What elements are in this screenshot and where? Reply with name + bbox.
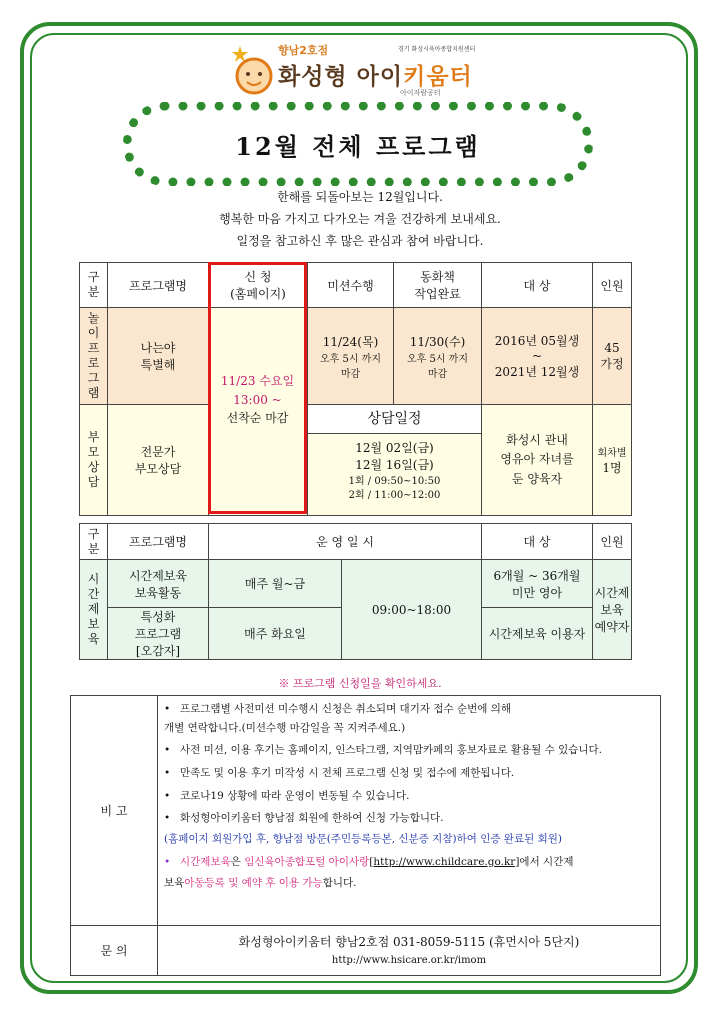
- remarks-table: [70, 695, 661, 976]
- consult-schedule: [308, 405, 482, 516]
- play-count: 45 가정: [593, 308, 632, 405]
- header2-count: 인원: [593, 524, 632, 560]
- childcare-gubun: 시간제보육: [80, 560, 108, 660]
- logo: [230, 40, 510, 102]
- header2-gubun: 구분: [80, 524, 108, 560]
- header-program: 프로그램명: [108, 263, 209, 308]
- childcare-count: 시간제 보육 예약자: [593, 560, 632, 660]
- intro-line-1: 한해를 되돌아보는 12월입니다.: [277, 190, 443, 204]
- childcare-program-2: 특성화 프로그램 [오감자]: [108, 608, 209, 660]
- childcare-time: 09:00~18:00: [342, 560, 482, 660]
- remark-2: • 사전 미션, 이용 후기는 홈페이지, 인스타그램, 지역맘카페의 홍보자료로 활용될 수 있습니다.: [164, 744, 603, 757]
- intro-line-2: 행복한 마음 가지고 다가오는 겨울 건강하게 보내세요.: [219, 212, 501, 226]
- logo-sub: 아이자람공터: [400, 89, 441, 97]
- header2-program: 프로그램명: [108, 524, 209, 560]
- remark-5-cont: (홈페이지 회원가입 후, 향남점 방문(주민등록등본, 신분증 지참)하여 인증 완료된 회원): [164, 833, 562, 846]
- header-count: 인원: [593, 263, 632, 308]
- header-gubun: 구분: [80, 263, 108, 308]
- apply-time: 13:00 ~: [233, 392, 282, 407]
- header-mission: 미션수행: [308, 263, 394, 308]
- child-face-icon: [230, 44, 276, 96]
- apply-date: 11/23 수요일: [220, 374, 295, 388]
- remark-4: • 코로나19 상황에 따라 운영이 변동될 수 있습니다.: [164, 789, 410, 802]
- remark-1-cont: 개별 연락합니다.(미션수행 마감일을 꼭 지켜주세요.): [164, 721, 406, 734]
- childcare-days-1: 매주 월~금: [209, 560, 342, 608]
- header-apply: 신 청 (홈페이지): [209, 263, 308, 308]
- childcare-table: [79, 523, 632, 660]
- title-box: [123, 102, 593, 186]
- parent-count: 회차별 1명: [593, 405, 632, 516]
- apply-note: 선착순 마감: [226, 411, 289, 426]
- childcare-target-1: 6개월 ~ 36개월 미만 영아: [482, 560, 593, 608]
- childcare-days-2: 매주 화요일: [209, 608, 342, 660]
- parent-target: 화성시 관내 영유아 자녀를 둔 양육자: [482, 405, 593, 516]
- page-title: 12월 전체 프로그램: [235, 131, 481, 161]
- contact-url[interactable]: http://www.hsicare.or.kr/imom: [331, 955, 487, 967]
- contact-label: 문 의: [71, 926, 158, 976]
- row-play-program: 나는야 특별해: [108, 308, 209, 405]
- program-table: [79, 262, 632, 516]
- childcare-target-2: 시간제보육 이용자: [482, 608, 593, 660]
- header-target: 대 상: [482, 263, 593, 308]
- remark-5: • 화성형아이키움터 향남점 회원에 한하여 신청 가능합니다.: [164, 812, 444, 825]
- play-target: 2016년 05월생 ~ 2021년 12월생: [482, 308, 593, 405]
- row-parent-program: 전문가 부모상담: [108, 405, 209, 516]
- logo-branch: 향남2호점: [278, 44, 329, 57]
- remark-3: • 만족도 및 이용 후기 미작성 시 전체 프로그램 신청 및 접수에 제한됩니다.: [164, 767, 515, 780]
- remarks-content: [158, 696, 661, 926]
- consult-date-2: 12월 16일(금): [355, 458, 434, 473]
- remark-6-cont: 보육 아동등록 및 예약 후 이용 가능 합니다.: [164, 876, 357, 889]
- consult-schedule-title: 상담일정: [308, 405, 481, 434]
- notice-text: ※ 프로그램 신청일을 확인하세요.: [278, 677, 442, 690]
- consult-slot-2: 2회 / 11:00~12:00: [348, 490, 441, 502]
- intro-line-3: 일정을 참고하신 후 많은 관심과 참여 바랍니다.: [236, 234, 484, 248]
- logo-center-name: 경기 화성시육아종합지원센터: [398, 46, 476, 53]
- mission-deadline: 11/24(목) 오후 5시 까지 마감: [308, 308, 394, 405]
- row-play-gubun: 놀이프로그램: [80, 308, 108, 405]
- header2-schedule: 운 영 일 시: [209, 524, 482, 560]
- remarks-label: 비 고: [71, 696, 158, 926]
- consult-date-1: 12월 02일(금): [355, 441, 434, 455]
- remark-6: • 시간제보육은 임신육아종합포털 아이사랑[http://www.childcare.go.kr]에서 시간제: [164, 855, 574, 868]
- book-deadline: 11/30(수) 오후 5시 까지 마감: [394, 308, 482, 405]
- childcare-program-1: 시간제보육 보육활동: [108, 560, 209, 608]
- contact-line-1: 화성형아이키움터 향남2호점 031-8059-5115 (휴먼시아 5단지): [238, 934, 580, 949]
- apply-info: [208, 372, 307, 428]
- consult-slot-1: 1회 / 09:50~10:50: [348, 475, 441, 487]
- logo-name: 화성형 아이키움터: [278, 64, 473, 90]
- header2-target: 대 상: [482, 524, 593, 560]
- header-book: 동화책 작업완료: [394, 263, 482, 308]
- childcare-portal-link[interactable]: [http://www.childcare.go.kr]: [369, 855, 520, 868]
- remark-1: • 프로그램별 사전미션 미수행시 신청은 취소되며 대기자 접수 순번에 의해: [164, 703, 511, 715]
- contact-info: [158, 926, 661, 976]
- row-parent-gubun: 부모상담: [80, 405, 108, 516]
